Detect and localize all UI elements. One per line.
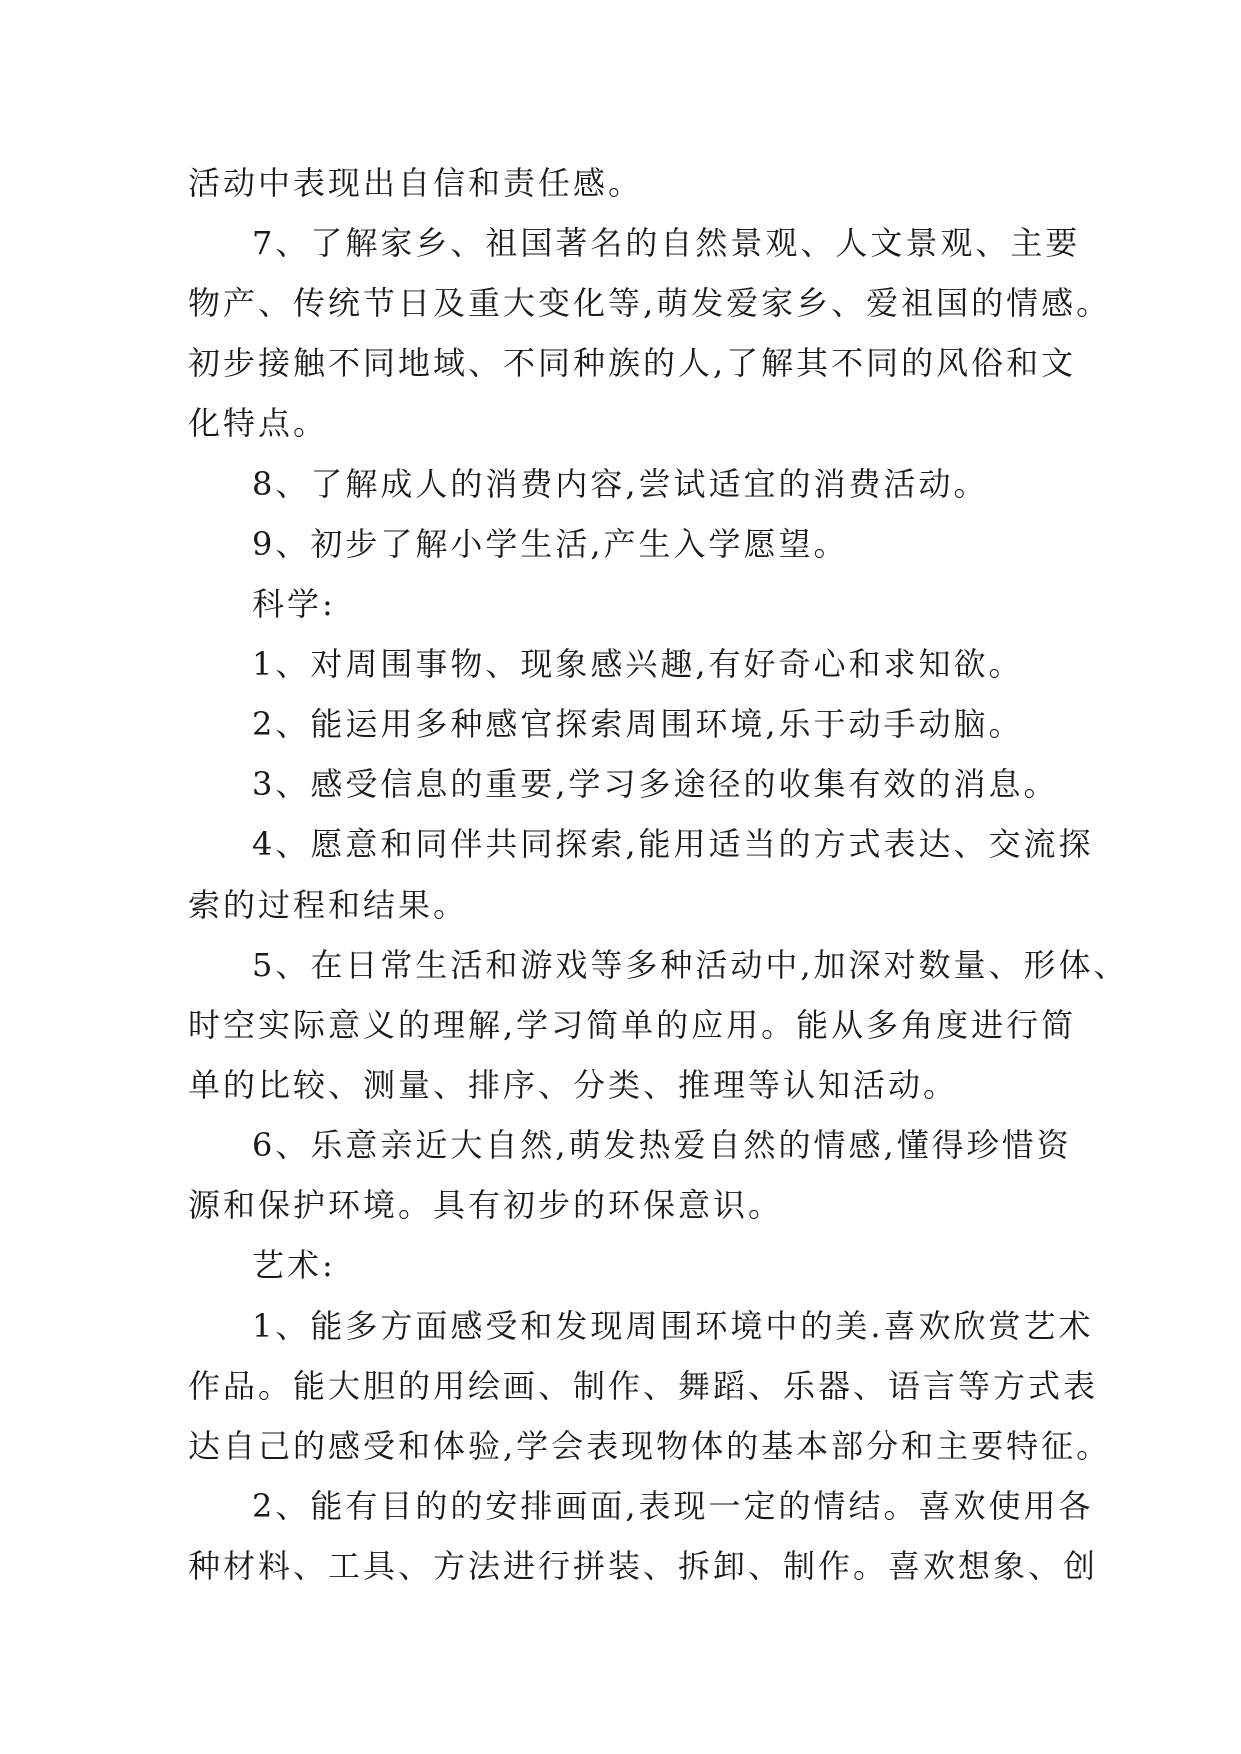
paragraph-first-line: 2、能运用多种感官探索周围环境,乐于动手动脑。 (252, 705, 1024, 743)
paragraph-first-line: 7、了解家乡、祖国著名的自然景观、人文景观、主要 (252, 224, 1081, 262)
paragraph-first-line: 1、对周围事物、现象感兴趣,有好奇心和求知欲。 (252, 645, 1024, 683)
section-heading-science: 科学: (252, 585, 336, 623)
text-line: 种材料、工具、方法进行拼装、拆卸、制作。喜欢想象、创 (188, 1547, 1099, 1585)
paragraph-first-line: 8、了解成人的消费内容,尝试适宜的消费活动。 (252, 465, 989, 503)
paragraph-first-line: 1、能多方面感受和发现周围环境中的美.喜欢欣赏艺术 (252, 1307, 1094, 1345)
section-heading-art: 艺术: (252, 1246, 336, 1284)
text-line: 化特点。 (188, 404, 329, 442)
paragraph-first-line: 6、乐意亲近大自然,萌发热爱自然的情感,懂得珍惜资 (252, 1126, 1072, 1164)
paragraph-first-line: 4、愿意和同伴共同探索,能用适当的方式表达、交流探 (252, 825, 1094, 863)
text-line: 单的比较、测量、排序、分类、推理等认知活动。 (188, 1066, 959, 1104)
paragraph-first-line: 2、能有目的的安排画面,表现一定的情结。喜欢使用各 (252, 1487, 1094, 1525)
text-line: 时空实际意义的理解,学习简单的应用。能从多角度进行简 (188, 1006, 1077, 1044)
text-line: 源和保护环境。具有初步的环保意识。 (188, 1186, 784, 1224)
paragraph-first-line: 9、初步了解小学生活,产生入学愿望。 (252, 525, 849, 563)
text-line: 作品。能大胆的用绘画、制作、舞蹈、乐器、语言等方式表 (188, 1367, 1099, 1405)
paragraph-first-line: 3、感受信息的重要,学习多途径的收集有效的消息。 (252, 765, 1059, 803)
text-line: 达自己的感受和体验,学会表现物体的基本部分和主要特征。 (188, 1427, 1112, 1465)
text-line: 物产、传统节日及重大变化等,萌发爱家乡、爱祖国的情感。 (188, 284, 1112, 322)
text-line: 活动中表现出自信和责任感。 (188, 164, 644, 202)
text-line: 初步接触不同地域、不同种族的人,了解其不同的风俗和文 (188, 344, 1077, 382)
paragraph-first-line: 5、在日常生活和游戏等多种活动中,加深对数量、形体、 (252, 946, 1129, 984)
text-line: 索的过程和结果。 (188, 886, 469, 924)
